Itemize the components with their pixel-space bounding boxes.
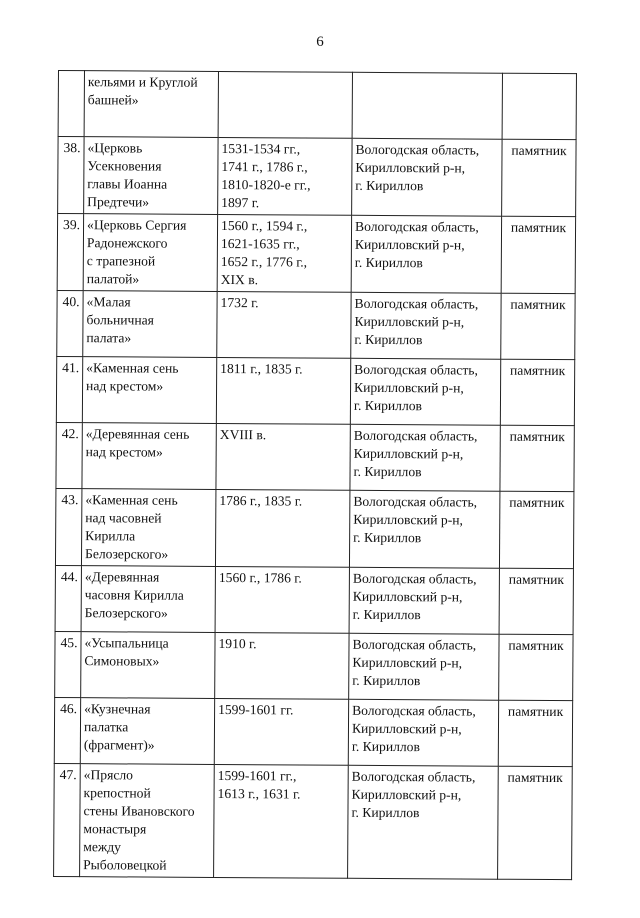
table-row <box>55 631 573 700</box>
address-cell: Вологодская область, Кирилловский р-н, г. Кириллов <box>349 490 499 568</box>
dating-cell: 1786 г., 1835 г. <box>215 489 349 567</box>
dating-cell: 1560 г., 1786 г. <box>215 566 349 633</box>
row-number-cell: 46. <box>54 697 80 763</box>
category-cell: памятник <box>501 216 575 293</box>
row-number-cell <box>58 71 84 137</box>
address-cell: Вологодская область, Кирилловский р-н, г. Кириллов <box>349 633 499 700</box>
row-number-cell: 47. <box>54 763 81 876</box>
address-cell: Вологодская область, Кирилловский р-н, г. Кириллов <box>351 215 501 293</box>
category-cell: памятник <box>498 700 572 766</box>
dating-cell: 1910 г. <box>215 632 349 699</box>
dating-cell <box>218 71 352 138</box>
address-cell: Вологодская область, Кирилловский р-н, г. Кириллов <box>350 424 500 491</box>
object-name-cell: «Церковь Усекновения главы Иоанна Предтечи» <box>84 137 218 215</box>
table-row <box>56 356 574 425</box>
dating-cell: 1599-1601 гг., 1613 г., 1631 г. <box>214 764 349 878</box>
object-name-cell: кельями и Круглой башней» <box>84 71 218 138</box>
table-row <box>55 488 573 568</box>
category-cell: памятник <box>501 293 575 359</box>
dating-cell: 1531-1534 гг., 1741 г., 1786 г., 1810-1820-е гг., 1897 г. <box>218 137 352 215</box>
address-cell: Вологодская область, Кирилловский р-н, г. Кириллов <box>350 358 500 425</box>
address-cell <box>352 72 502 139</box>
address-cell: Вологодская область, Кирилловский р-н, г. Кириллов <box>351 292 501 359</box>
address-cell: Вологодская область, Кирилловский р-н, г. Кириллов <box>348 699 498 766</box>
dating-cell: 1560 г., 1594 г., 1621-1635 гг., 1652 г., 1776 г., XIX в. <box>217 214 351 292</box>
row-number-cell: 40. <box>57 290 83 356</box>
category-cell: памятник <box>500 359 574 425</box>
row-number-cell: 44. <box>55 565 81 631</box>
dating-cell: 1732 г. <box>217 291 351 358</box>
category-cell: памятник <box>500 425 574 491</box>
dating-cell: 1599-1601 гг. <box>214 698 348 765</box>
address-cell: Вологодская область, Кирилловский р-н, г. Кириллов <box>352 138 502 216</box>
table-row <box>57 290 575 359</box>
row-number-cell: 45. <box>55 631 81 697</box>
object-name-cell: «Кузнечная палатка (фрагмент)» <box>80 698 214 765</box>
monuments-table <box>53 70 577 880</box>
row-number-cell: 38. <box>58 137 84 214</box>
address-cell: Вологодская область, Кирилловский р-н, г. Кириллов <box>348 765 499 879</box>
row-number-cell: 42. <box>56 422 82 488</box>
table-row <box>57 214 575 294</box>
category-cell: памятник <box>499 568 573 634</box>
row-number-cell: 39. <box>57 214 83 291</box>
object-name-cell: «Каменная сень над часовней Кирилла Белозерского» <box>81 489 215 567</box>
dating-cell: 1811 г., 1835 г. <box>216 357 350 424</box>
table-row <box>58 137 576 217</box>
category-cell: памятник <box>499 634 573 700</box>
table-row <box>54 697 572 766</box>
table-row <box>56 422 574 491</box>
category-cell: памятник <box>499 491 573 568</box>
row-number-cell: 41. <box>56 356 82 422</box>
dating-cell: XVIII в. <box>216 423 350 490</box>
table-row <box>54 763 573 879</box>
table-row <box>58 71 576 140</box>
object-name-cell: «Каменная сень над крестом» <box>82 357 216 424</box>
object-name-cell: «Церковь Сергия Радонежского с трапезной палатой» <box>83 214 217 292</box>
row-number-cell: 43. <box>55 488 81 565</box>
category-cell <box>502 73 576 139</box>
monuments-table-body <box>54 71 577 880</box>
object-name-cell: «Прясло крепостной стены Ивановского монастыря между Рыболовецкой <box>80 764 215 878</box>
category-cell: памятник <box>498 766 573 879</box>
object-name-cell: «Усыпальница Симоновых» <box>81 632 215 699</box>
object-name-cell: «Деревянная сень над крестом» <box>82 423 216 490</box>
table-row <box>55 565 573 634</box>
address-cell: Вологодская область, Кирилловский р-н, г. Кириллов <box>349 567 499 634</box>
category-cell: памятник <box>502 139 576 216</box>
object-name-cell: «Малая больничная палата» <box>83 291 217 358</box>
object-name-cell: «Деревянная часовня Кирилла Белозерского» <box>81 566 215 633</box>
page-number: 6 <box>316 34 324 50</box>
